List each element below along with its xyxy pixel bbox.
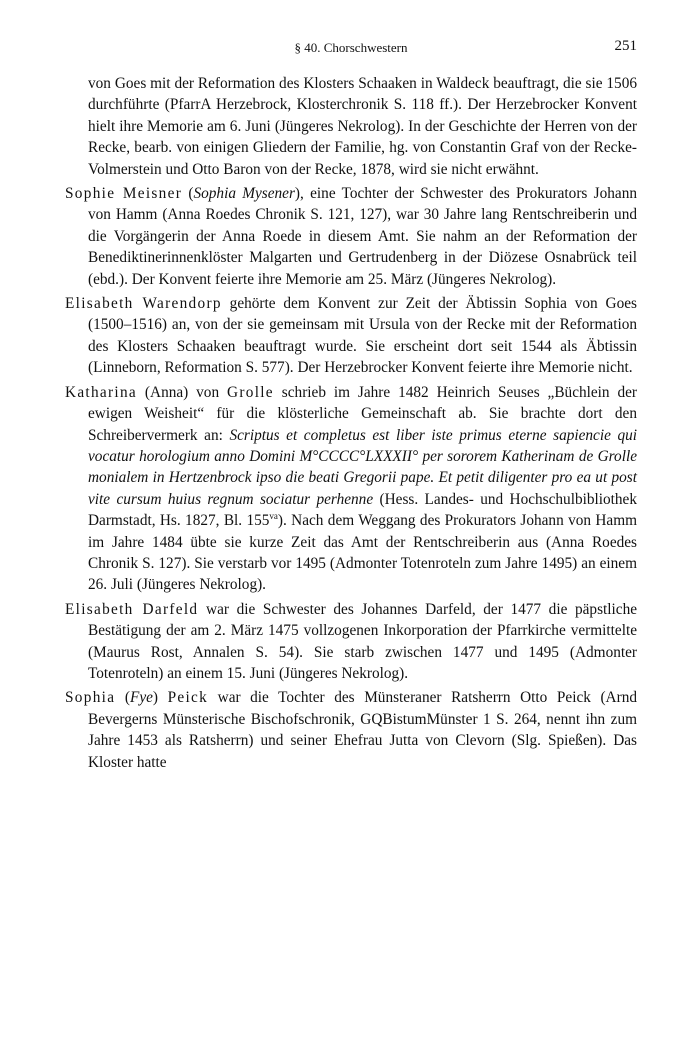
entry-alias: Fye (129, 689, 153, 707)
entry-continued (65, 73, 637, 180)
body-text (65, 73, 637, 776)
entry-text: schrieb im Jahre 1482 Heinrich Seuses „Büchlein der ewigen Weisheit“ für die klösterliche Gemeinschaft ab. Sie brachte dort den Schreibervermerk an: (88, 383, 637, 444)
latin-colophon-cont: per sororem Katherinam de Grolle monialem in Hertzenbrock ipso die beati Gregorii pape. Et petit diligenter pro ea ut post vite cursum huius regnum sociatur perhenne (88, 447, 637, 508)
entry-sophia-peick: Sophia (Fye) Peick war die Tochter des Münsteraner Ratsherrn Otto Peick (Arnd Bevergerns Münsterische Bischofschronik, GQBistumMünster 1 S. 264, nennt ihn zum Jahre 1453 als Ratsherrn) und seiner Ehefrau Jutta von Clevorn (Slg. Spießen). Das Kloster hatte (65, 689, 637, 771)
entry-katharina-von-grolle (65, 382, 637, 596)
entry-name-paren: (Anna) von (144, 383, 220, 401)
running-title: § 40. Chorschwestern (294, 40, 408, 55)
entry-text-b: (Hess. Landes- und Hochschulbibliothek Darmstadt, Hs. 1827, Bl. 155 (88, 490, 637, 530)
entry-text: von Goes mit der Reformation des Klosters Schaaken in Waldeck beauftragt, die sie 1506 durchführte (PfarrA Herzebrock, Klosterchronik S. 118 ff.). Der Herzebrocker Konvent hielt ihre Memorie am 6. Juni (Jüngeres Nekrolog). In der Geschichte der Herren von der Recke, bearb. von einigen Gliedern der Familie, hg. von Constantin Graf von der Recke-Volmerstein und Otto Baron von der Recke, 1878, wird sie nicht erwähnt. (88, 75, 637, 178)
entry-alias: Sophia Mysener (193, 185, 295, 203)
entry-elisabeth-darfeld (65, 599, 637, 685)
entry-name-last: Peick (167, 689, 209, 707)
page-header (65, 38, 637, 58)
entry-text-c: ). Nach dem Weggang des Prokurators Johann von Hamm im Jahre 1484 übte sie kurze Zeit das Amt der Rentschreiberin aus (Anna Roedes Chronik S. 127). Sie verstarb vor 1495 (Admonter Totenroteln zum Jahre 1495) an einem 26. Juli (Jüngeres Nekrolog). (88, 512, 637, 594)
entry-name: Elisabeth Darfeld (65, 600, 199, 618)
folio-superscript: va (269, 511, 278, 522)
entry-sophie-meisner: Sophie Meisner (Sophia Mysener), eine Tochter der Schwester des Prokurators Johann von Hamm (Anna Roedes Chronik S. 121, 127), war 30 Jahre lang Rentschreiberin und die Vorgängerin der Anna Roede in diesem Amt. Sie nahm an der Reformation der Benediktinerinnenklöster Malgarten und Gertrudenberg in der Diözese Osnabrück teil (ebd.). Der Konvent feierte ihre Memorie am 25. März (Jüngeres Nekrolog). (65, 185, 637, 288)
entry-text: , eine Tochter der Schwester des Prokurators Johann von Hamm (Anna Roedes Chronik S. 121, 127), war 30 Jahre lang Rentschreiberin und die Vorgängerin der Anna Roede in diesem Amt. Sie nahm an der Reformation der Benediktinerinnenklöster Malgarten und Gertrudenberg in der Diözese Osnabrück teil (ebd.). Der Konvent feierte ihre Memorie am 25. März (Jüngeres Nekrolog). (88, 185, 637, 288)
entry-elisabeth-warendorp (65, 293, 637, 379)
entry-name-first: Sophia (65, 689, 116, 707)
entry-name: Elisabeth Warendorp (65, 295, 222, 313)
entry-name-last: Grolle (227, 383, 274, 401)
entry-text: gehörte dem Konvent zur Zeit der Äbtissin Sophia von Goes (1500–1516) an, von der sie gemeinsam mit Ursula von der Recke mit der Reformation des Klosters Schaaken beauftragt wurde. Sie erscheint dort seit 1544 als Äbtissin (Linneborn, Reformation S. 577). Der Herzebrocker Konvent feierte ihre Memorie nicht. (88, 295, 637, 377)
entry-name-first: Katharina (65, 383, 138, 401)
entry-name: Sophie Meisner (65, 185, 183, 203)
entry-text: war die Tochter des Münsteraner Ratsherrn Otto Peick (Arnd Bevergerns Münsterische Bischofschronik, GQBistumMünster 1 S. 264, nennt ihn zum Jahre 1453 als Ratsherrn) und seiner Ehefrau Jutta von Clevorn (Slg. Spießen). Das Kloster hatte (88, 689, 637, 771)
page-number: 251 (614, 38, 637, 54)
latin-colophon: Scriptus et completus est liber iste primus eterne sapiencie qui vocatur horologium anno Domini M°CCCC°LXXXII° (88, 426, 638, 465)
entry-text: war die Schwester des Johannes Darfeld, der 1477 die päpstliche Bestätigung der am 2. März 1475 vollzogenen Inkorporation der Pfarrkirche vermittelte (Maurus Rost, Annalen S. 54). Sie starb zwischen 1477 und 1495 (Admonter Totenroteln) an einem 15. Juni (Jüngeres Nekrolog). (88, 600, 638, 682)
